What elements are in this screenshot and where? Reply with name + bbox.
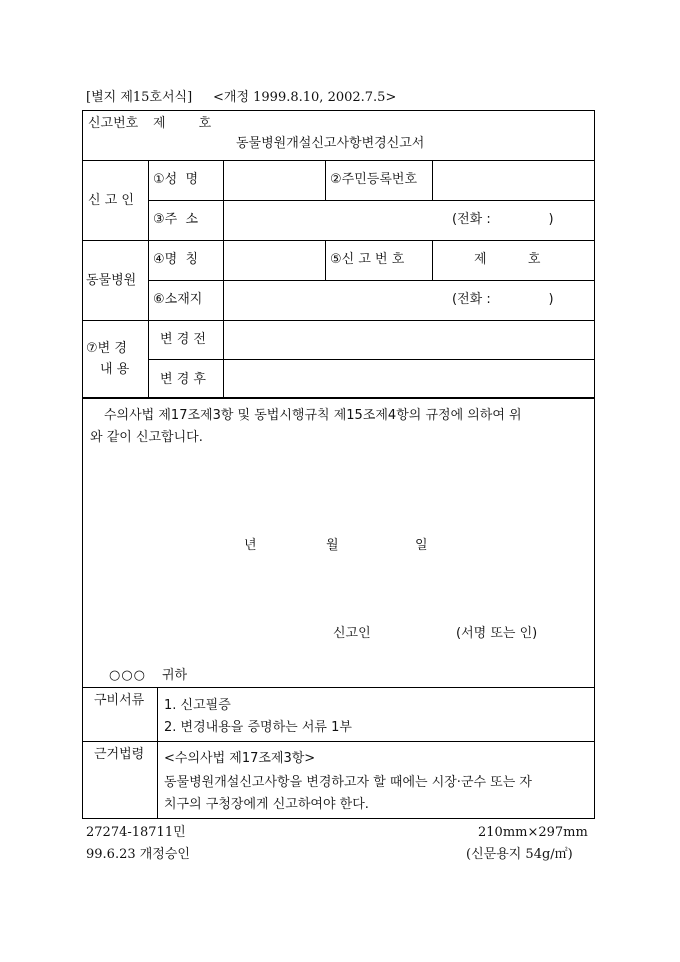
declaration-line-2: 와 같이 신고합니다. bbox=[90, 430, 203, 445]
receipt-number-value: 제 호 bbox=[153, 116, 212, 131]
declaration-line-1: 수의사법 제17조제3항 및 동법시행규칙 제15조제4항의 규정에 의하여 위 bbox=[104, 408, 522, 423]
address-field[interactable] bbox=[226, 203, 436, 237]
date-day: 일 bbox=[415, 538, 428, 553]
before-change-label: 변 경 전 bbox=[160, 332, 206, 347]
revision-note: <개정 1999.8.10, 2002.7.5> bbox=[213, 90, 397, 105]
hospital-name-field[interactable] bbox=[226, 243, 322, 277]
hospital-phone: (전화 : ) bbox=[452, 292, 554, 307]
form-reference: [별지 제15호서식] bbox=[86, 90, 193, 105]
resident-number-label: ②주민등록번호 bbox=[330, 172, 418, 187]
reporter-phone: (전화 : ) bbox=[452, 212, 554, 227]
reporter-section-label: 신 고 인 bbox=[88, 193, 134, 208]
reporter-signature-label: 신고인 bbox=[333, 626, 371, 641]
legal-basis-label: 근거법령 bbox=[94, 747, 145, 762]
legal-basis-line-3: 치구의 구청장에게 신고하여야 한다. bbox=[164, 797, 369, 812]
name-label: ①성 명 bbox=[153, 172, 199, 187]
attachment-item-2: 2. 변경내용을 증명하는 서류 1부 bbox=[164, 720, 352, 735]
hospital-section-label: 동물병원 bbox=[86, 273, 137, 288]
recipient-suffix: 귀하 bbox=[162, 668, 188, 683]
before-change-field[interactable] bbox=[226, 323, 591, 356]
attachment-item-1: 1. 신고필증 bbox=[164, 698, 231, 713]
paper-size: 210mm×297mm bbox=[478, 825, 588, 840]
paper-type: (신문용지 54g/㎡) bbox=[466, 847, 573, 862]
recipient-mark: ○○○ bbox=[109, 668, 147, 683]
form-table-bottom bbox=[82, 397, 595, 819]
after-change-label: 변 경 후 bbox=[160, 372, 206, 387]
hospital-name-label: ④명 칭 bbox=[153, 252, 199, 267]
after-change-field[interactable] bbox=[226, 362, 591, 395]
receipt-number-label: 신고번호 bbox=[88, 116, 139, 131]
change-content-label-2: 내 용 bbox=[100, 362, 130, 377]
form-title: 동물병원개설신고사항변경신고서 bbox=[236, 136, 425, 151]
form-code: 27274-18711민 bbox=[86, 825, 186, 840]
resident-number-field[interactable] bbox=[435, 163, 591, 197]
location-label: ⑥소재지 bbox=[153, 292, 203, 307]
address-label: ③주 소 bbox=[153, 212, 199, 227]
change-content-label: ⑦변 경 bbox=[86, 341, 127, 356]
name-field[interactable] bbox=[226, 163, 322, 197]
legal-basis-line-2: 동물병원개설신고사항을 변경하고자 할 때에는 시장·군수 또는 자 bbox=[164, 775, 532, 790]
date-month: 월 bbox=[326, 538, 339, 553]
hospital-report-number-value: 제 호 bbox=[474, 252, 541, 267]
location-field[interactable] bbox=[226, 283, 436, 317]
hospital-report-number-label: ⑤신 고 번 호 bbox=[330, 252, 405, 267]
legal-basis-line-1: <수의사법 제17조제3항> bbox=[164, 751, 316, 766]
approval-note: 99.6.23 개정승인 bbox=[86, 847, 190, 862]
date-year: 년 bbox=[244, 538, 257, 553]
attachments-label: 구비서류 bbox=[94, 693, 145, 708]
signature-note: (서명 또는 인) bbox=[456, 626, 538, 641]
